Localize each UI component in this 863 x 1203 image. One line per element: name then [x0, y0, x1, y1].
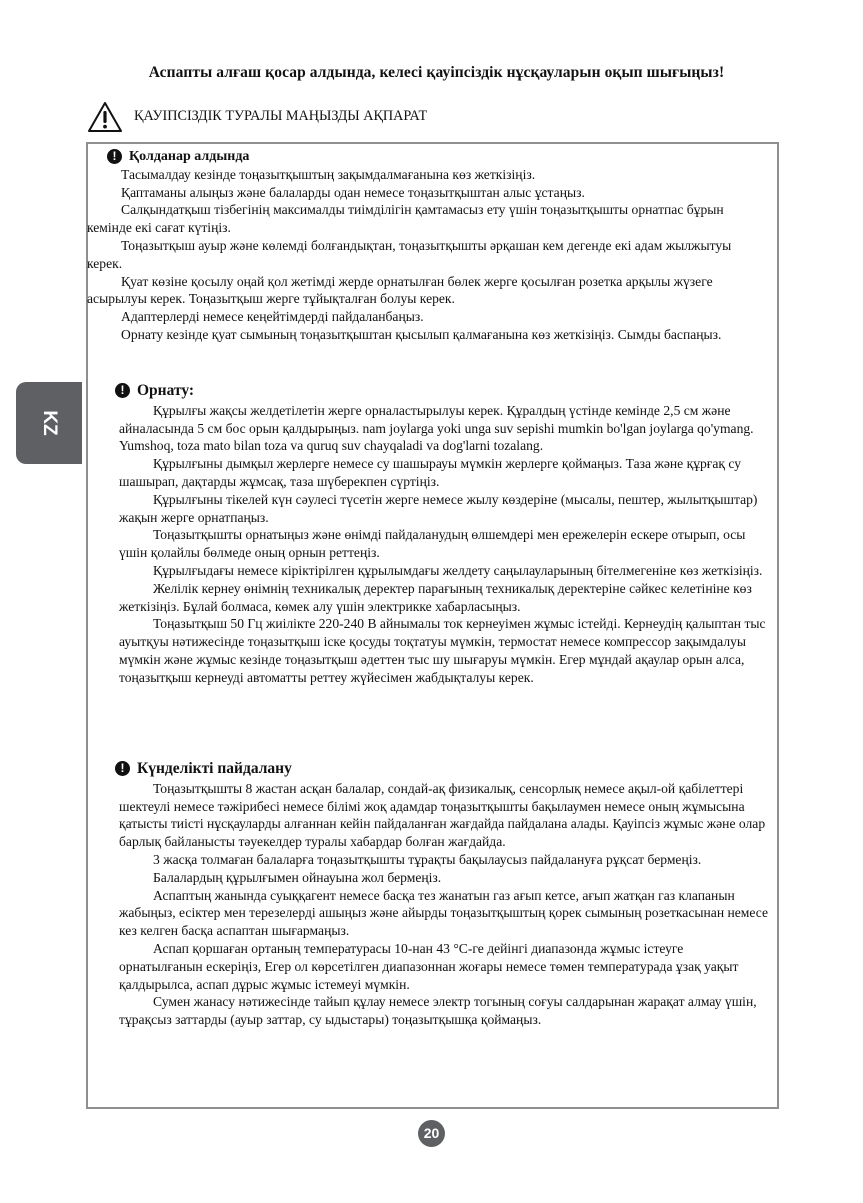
paragraph: Сумен жанасу нәтижесінде тайып құлау немесе электр тогының соғуы салдарынан жарақат алмау үшін, тұрақсыз заттарды (ауыр заттар, су ыдыстары) тоңазытқышқа қоймаңыз. [119, 994, 757, 1028]
paragraph: Тоңазытқыш 50 Гц жиілікте 220-240 В айнымалы ток кернеуімен жұмыс істейді. Кернеудің қалыптан тыс ауытқуы нәтижесінде тоңазытқыш іске қосуды тоқтатуы мүмкін, термостат немесе компрессор зақымдалуы мүмкін және жұмыс кезінде тоңазытқыш әдеттен тыс шу шығаруы мүмкін. Егер мұндай ақаулар орын алса, тоңазытқыш кернеуді автоматты реттеу жүйесімен жабдықталуы керек. [119, 616, 766, 685]
safety-notice-header [87, 100, 687, 132]
section-heading-text: Күнделікті пайдалану [137, 760, 292, 777]
section-heading [87, 148, 763, 166]
exclamation-circle-icon: ! [115, 383, 130, 398]
page-title: Аспапты алғаш қосар алдында, келесі қауіпсіздік нұсқауларын оқып шығыңыз! [148, 64, 725, 81]
paragraph: 3 жасқа толмаған балаларға тоңазытқышты тұрақты бақылаусыз пайдалануға рұқсат бермеңіз. [153, 851, 702, 867]
warning-triangle-icon [87, 100, 123, 134]
safety-notice-title: ҚАУІПСІЗДІК ТУРАЛЫ МАҢЫЗДЫ АҚПАРАТ [134, 108, 428, 124]
paragraph: Салқындатқыш тізбегінің максималды тиімділігін қамтамасыз ету үшін тоңазытқышты орнатпас бұрын кемінде екі сағат күтіңіз. [87, 202, 724, 236]
language-tab [16, 382, 82, 464]
section-daily-use [85, 760, 770, 1029]
paragraph: Желілік кернеу өнімнің техникалық деректер парағының техникалық деректеріне сәйкес келетініне көз жеткізіңіз. Бұлай болмаса, көмек алу үшін электрикке хабарласыңыз. [119, 580, 752, 614]
section-heading [85, 382, 770, 400]
section-heading-text: Қолданар алдында [129, 149, 250, 164]
paragraph: Тасымалдау кезінде тоңазытқыштың зақымдалмағанына көз жеткізіңіз. [121, 166, 536, 182]
exclamation-circle-icon: ! [107, 149, 122, 164]
language-tab-label: KZ [39, 410, 60, 436]
paragraph: Қуат көзіне қосылу оңай қол жетімді жерде орнатылған бөлек жерге қосылған розетка арқылы жүзеге асырылуы керек. Тоңазытқыш жерге тұйықталған болуы керек. [87, 273, 713, 307]
paragraph: Аспап қоршаған ортаның температурасы 10-нан 43 °C-ге дейінгі диапазонда жұмыс істеуге орнатылғанын ескеріңіз, Егер ол көрсетілген диапазоннан жоғары немесе төмен температурада ұзақ уақыт қалдырылса, аспап дұрыс жұмыс істемеуі мүмкін. [119, 940, 739, 992]
section-installation [85, 382, 770, 687]
paragraph: Тоңазытқышты орнатыңыз және өнімді пайдаланудың өлшемдері мен ережелерін ескере отырып, осы үшін қолайлы бөлмеде оның орнын реттеңіз. [119, 527, 746, 561]
paragraph: Аспаптың жанында суыққагент немесе басқа тез жанатын газ ағып кетсе, ағып жатқан газ клапанын жабыңыз, есіктер мен терезелерді ашыңыз және айырды тоңазытқыштың қорек сымының розеткасынан немесе кез келген басқа аспаптан шығармаңыз. [119, 887, 769, 939]
paragraph: Тоңазытқыш ауыр және көлемді болғандықтан, тоңазытқышты әрқашан кем дегенде екі адам жылжытуы керек. [87, 237, 732, 271]
paragraph: Адаптерлерді немесе кеңейтімдерді пайдаланбаңыз. [121, 309, 424, 325]
section-heading-text: Орнату: [137, 382, 195, 399]
section-heading [85, 760, 770, 778]
paragraph: Тоңазытқышты 8 жастан асқан балалар, сондай-ақ физикалық, сенсорлық немесе ақыл-ой қабілеттері шектеулі немесе тәжірибесі немесе білімі жоқ адамдар тоңазытқышты бақылаумен немесе оның жұмысына қатысты тиісті нұсқауларды алғаннан кейін пайдаланған жағдайда пайдалана алады. Қауіпсіз жұмыс және олар барлық байланысты тәуекелдер туралы хабардар болған жағдайда. [119, 780, 766, 850]
paragraph: Қаптаманы алыңыз және балаларды одан немесе тоңазытқыштан алыс ұстаңыз. [121, 184, 585, 200]
paragraph: Құрылғыны дымқыл жерлерге немесе су шашырауы мүмкін жерлерге қоймаңыз. Таза және құрғақ су шашырап, дақтарды жұмсақ, таза шүберекпен сүртіңіз. [119, 456, 742, 489]
paragraph: Құрылғыдағы немесе кіріктірілген құрылымдағы желдету саңылауларының бітелмегеніне көз жеткізіңіз. [153, 562, 763, 578]
paragraph: Балалардың құрылғымен ойнауына жол бермеңіз. [153, 869, 442, 885]
page-number: 20 [418, 1120, 445, 1147]
paragraph: Орнату кезінде қуат сымының тоңазытқыштан қысылып қалмағанына көз жеткізіңіз. Сымды баспаңыз. [121, 326, 722, 342]
section-before-use [87, 148, 763, 344]
paragraph: Құрылғыны тікелей күн сәулесі түсетін жерге немесе жылу көздеріне (мысалы, пештер, жылытқыштар) жақын жерге орнатпаңыз. [119, 491, 758, 525]
paragraph: Құрылғы жақсы желдетілетін жерге орналастырылуы керек. Құралдың үстінде кемінде 2,5 см және айналасында 5 см бос орын қалдырыңыз. nam joylarga yoki unga suv sepishi mumkin bo'lgan joylarga qo'ymang. Yumshoq, toza mato bilan toza va quruq suv chayqaladi va dog'larni tozalang. [119, 402, 754, 454]
exclamation-circle-icon: ! [115, 761, 130, 776]
